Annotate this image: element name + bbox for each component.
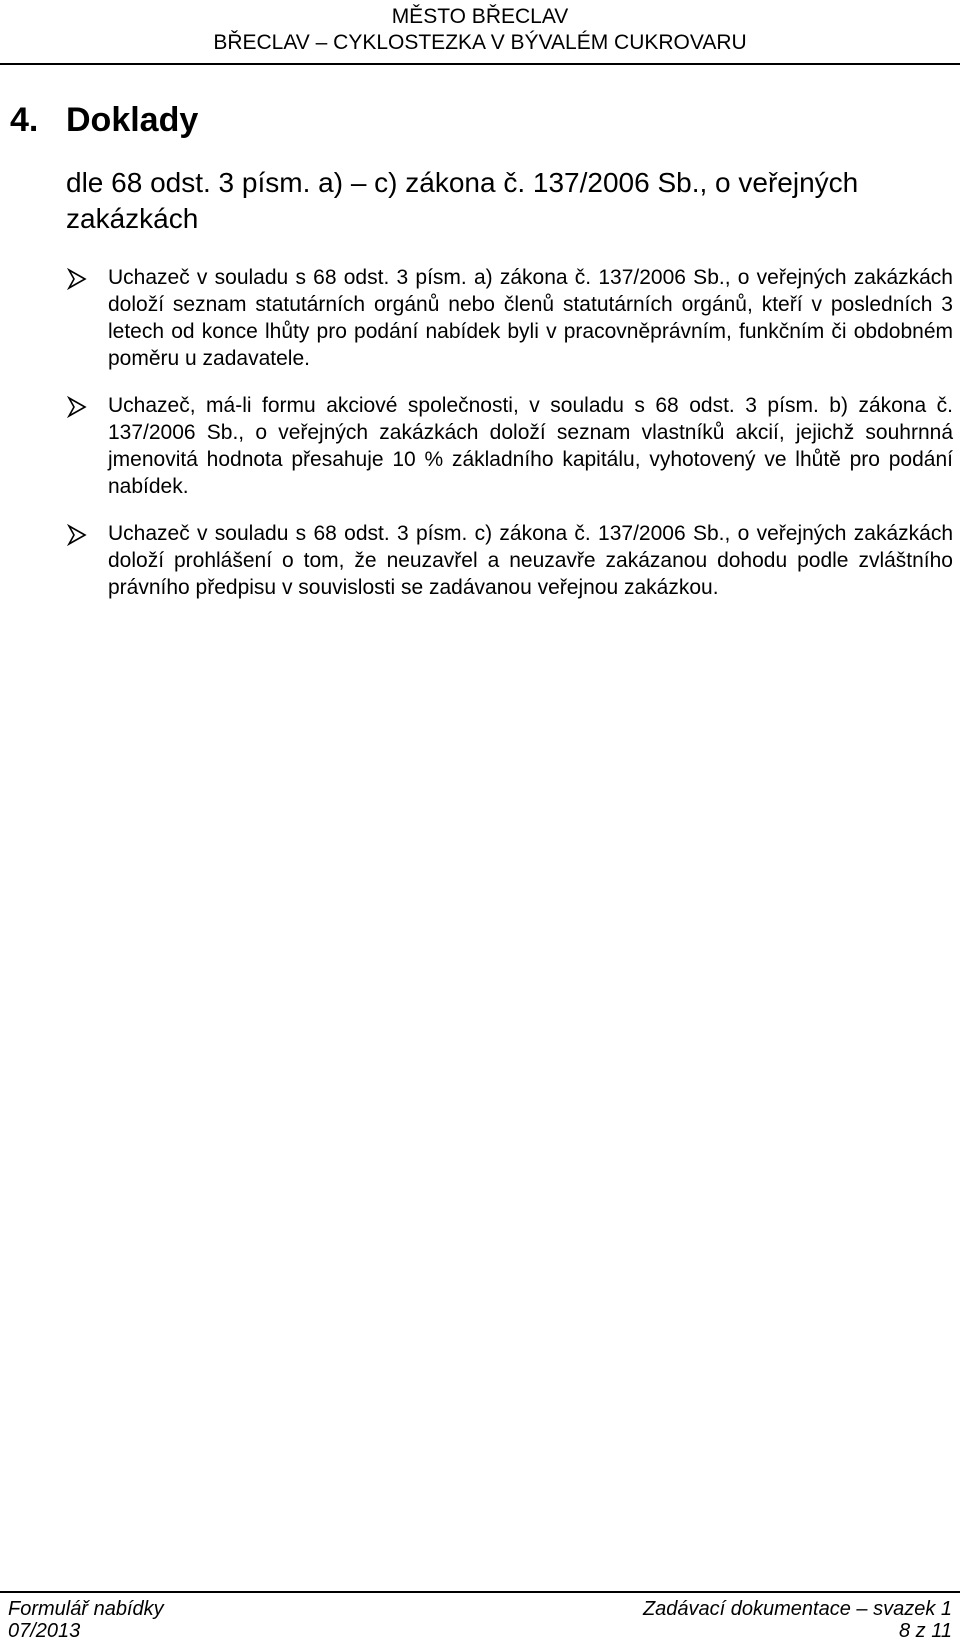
page-number: 8 z 11 (899, 1620, 952, 1642)
arrowhead-bullet-icon (66, 395, 88, 419)
footer-form-name: Formulář nabídky (8, 1598, 164, 1620)
header-divider (0, 63, 960, 65)
footer-divider (0, 1591, 960, 1593)
section-number: 4. (10, 101, 39, 139)
header-city-name: MĚSTO BŘECLAV (391, 5, 569, 28)
section-heading (10, 100, 198, 140)
bullet-text: Uchazeč v souladu s 68 odst. 3 písm. c) zákona č. 137/2006 Sb., o veřejných zakázkách doloží prohlášení o tom, že neuzavřel a neuzavře zakázanou dohodu podle zvláštního právního předpisu v souvislosti se zadávanou veřejnou zakázkou. (108, 522, 953, 599)
section-subtitle: dle 68 odst. 3 písm. a) – c) zákona č. 137/2006 Sb., o veřejných zakázkách (66, 167, 859, 234)
footer-date: 07/2013 (8, 1620, 81, 1642)
list-item (0, 392, 960, 500)
arrowhead-bullet-icon (66, 523, 88, 547)
arrowhead-bullet-icon (66, 267, 88, 291)
list-item (0, 520, 960, 601)
bullet-text: Uchazeč v souladu s 68 odst. 3 písm. a) zákona č. 137/2006 Sb., o veřejných zakázkách doloží seznam statutárních orgánů nebo členů statutárních orgánů, kteří v posledních 3 letech od konce lhůty pro podání nabídek byli v pracovněprávním, funkčním či obdobném poměru u zadavatele. (108, 266, 953, 370)
header-project-name: BŘECLAV – CYKLOSTEZKA V BÝVALÉM CUKROVARU (213, 31, 747, 54)
bullet-text: Uchazeč, má-li formu akciové společnosti, v souladu s 68 odst. 3 písm. b) zákona č. 137/2006 Sb., o veřejných zakázkách doloží seznam vlastníků akcií, jejichž souhrnná jmenovitá hodnota přesahuje 10 % základního kapitálu, vyhotovený ve lhůtě pro podání nabídek. (108, 394, 953, 498)
footer-document-name: Zadávací dokumentace – svazek 1 (642, 1598, 952, 1620)
section-title: Doklady (66, 101, 199, 139)
bullet-list (0, 264, 960, 621)
list-item (0, 264, 960, 372)
